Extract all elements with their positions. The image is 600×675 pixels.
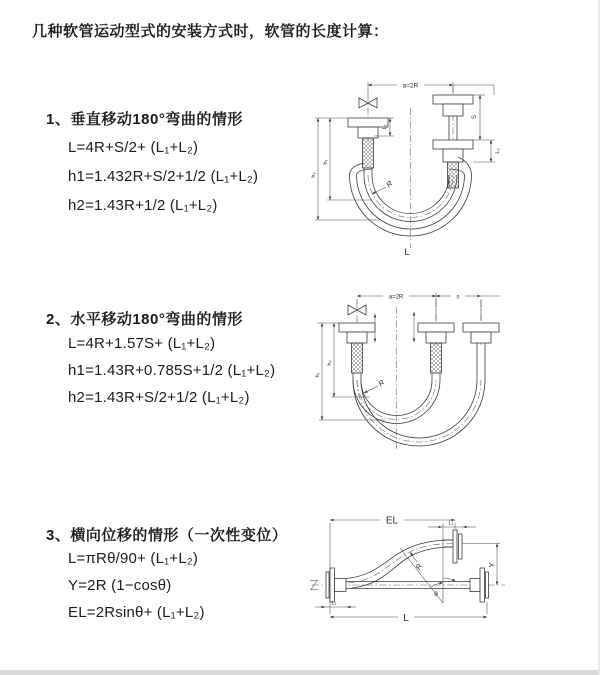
dim-label-l1-bottom: L₁: [331, 600, 337, 607]
dim-label-el: EL: [385, 515, 399, 527]
dim-label-a2r: a=2R: [388, 294, 404, 301]
dim-label-s: s: [456, 294, 460, 301]
dim-label-l1-top: L₁: [448, 520, 454, 527]
theta-angle: [400, 548, 456, 603]
dim-label-radius: R: [376, 377, 387, 389]
middle-fitting: [418, 323, 454, 373]
dim-label-s: S: [472, 114, 478, 120]
section-3-heading: 3、横向位移的情形（一次性变位）: [46, 527, 288, 544]
dim-l1-bottom: [315, 601, 356, 608]
dim-label-radius: R: [384, 178, 395, 190]
page-title: 几种软管运动型式的安装方式时，软管的长度计算：: [32, 23, 389, 40]
dim-label-h2: h₂: [311, 172, 317, 178]
dim-a2r-s: [357, 293, 500, 321]
section-1-heading: 1、垂直移动180°弯曲的情形: [46, 111, 243, 128]
radius-leader: [364, 378, 387, 393]
section-3-formula-L: L=πRθ/90+ (L₁+L₂): [68, 550, 199, 567]
left-flange: [326, 568, 346, 602]
page-edge-bottom: [0, 670, 600, 675]
section-3-formula-EL: EL=2Rsinθ+ (L₁+L₂): [68, 604, 205, 621]
dim-label-h2: h₂: [327, 360, 333, 366]
dim-label-theta: θ: [434, 591, 438, 598]
diagram-2-horizontal-180-bend: [310, 285, 590, 475]
upper-right-flange: [443, 530, 500, 563]
diagram-1-vertical-180-bend: [310, 70, 580, 270]
small-dims: [375, 312, 414, 342]
dim-label-y: Y: [487, 562, 496, 568]
section-2-formula-L: L=4R+1.57S+ (L₁+L₂): [68, 335, 216, 352]
dim-label-a2r: a=2R: [402, 82, 419, 90]
centerlines: [368, 87, 453, 248]
right-fitting: [463, 323, 499, 380]
dim-el: [330, 516, 455, 615]
left-fitting: [339, 323, 375, 373]
radius-leader: [410, 552, 424, 571]
section-1-formula-h1: h1=1.432R+S/2+1/2 (L₁+L₂): [68, 168, 259, 185]
dim-label-l1: L₁: [382, 124, 388, 130]
section-2-formula-h1: h1=1.43R+0.785S+1/2 (L₁+L₂): [68, 362, 276, 379]
dim-length: [330, 602, 487, 624]
dim-l1-top: [428, 521, 476, 528]
hose-u-bends: [353, 373, 485, 446]
dim-a2r: [368, 82, 494, 95]
section-3-formula-Y: Y=2R (1−cosθ): [68, 577, 172, 594]
dim-label-radius: R: [413, 562, 425, 572]
dim-label-length: L: [403, 613, 409, 624]
dim-label-length: L: [404, 247, 410, 258]
diagram-3-lateral-displacement: [300, 510, 590, 650]
section-2-formula-h2: h2=1.43R+S/2+1/2 (L₁+L₂): [68, 389, 250, 406]
section-1-formula-L: L=4R+S/2+ (L₁+L₂): [68, 139, 199, 156]
right-middle-flange: [470, 568, 489, 602]
dim-label-l2: L₂: [495, 148, 501, 154]
section-1-formula-h2: h2=1.43R+1/2 (L₁+L₂): [68, 197, 218, 214]
dim-label-h1: h₁: [323, 159, 329, 165]
dim-label-h1: h₁: [315, 372, 321, 378]
section-2-heading: 2、水平移动180°弯曲的情形: [46, 311, 243, 328]
hose-s-curve: [346, 540, 453, 588]
dim-s-l2: [472, 95, 501, 162]
right-fittings: [433, 95, 473, 188]
